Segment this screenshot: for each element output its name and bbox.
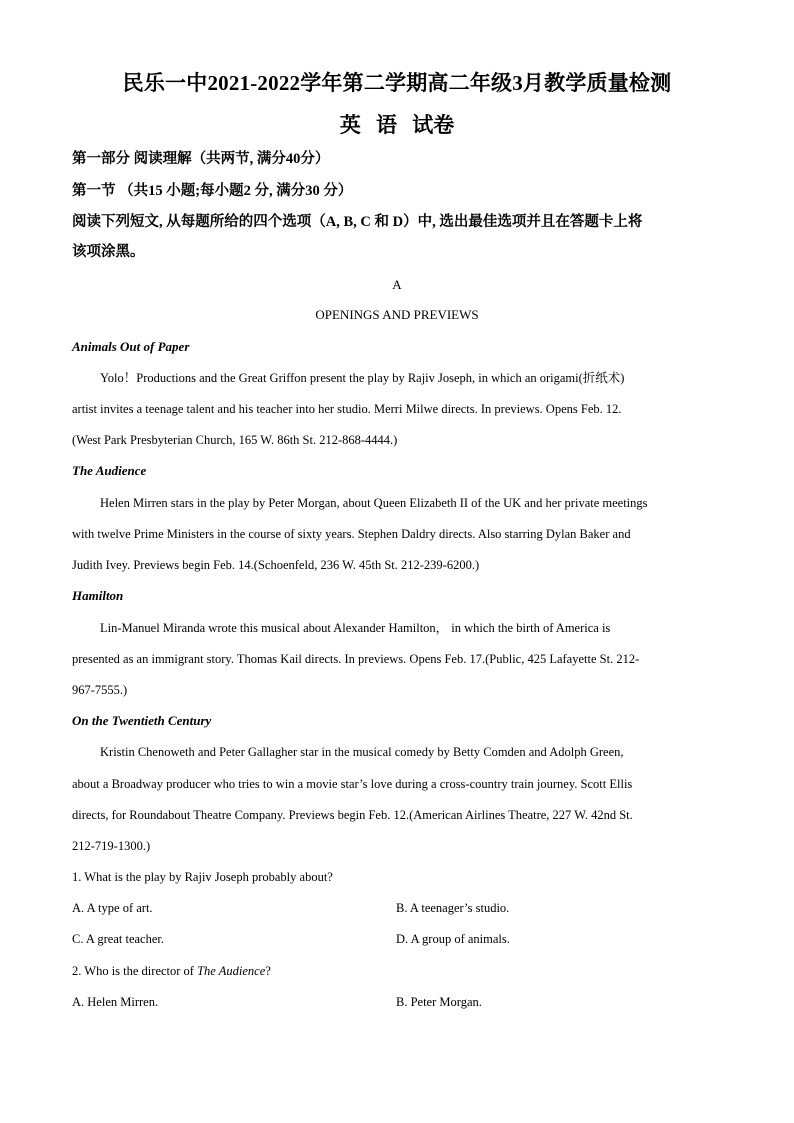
- item-text-line: Yolo！Productions and the Great Griffon present the play by Rajiv Joseph, in which an origami(折纸术): [100, 371, 625, 385]
- item-text-line: with twelve Prime Ministers in the course of sixty years. Stephen Daldry directs. Also starring Dylan Baker and: [72, 527, 631, 541]
- passage-letter: A: [392, 277, 402, 292]
- question-1-option-a: A. A type of art.: [72, 901, 153, 915]
- passage-heading: OPENINGS AND PREVIEWS: [315, 307, 479, 322]
- question-2-stem-title: The Audience: [197, 964, 266, 978]
- section-heading: 第一节 （共15 小题;每小题2 分, 满分30 分）: [72, 183, 353, 199]
- item-text-line: 967-7555.): [72, 683, 128, 697]
- item-title: On the Twentieth Century: [72, 713, 212, 728]
- item-title: Animals Out of Paper: [72, 339, 190, 354]
- item-text-line: Judith Ivey. Previews begin Feb. 14.(Schoenfeld, 236 W. 45th St. 212-239-6200.): [72, 558, 480, 572]
- item-text-line: 212-719-1300.): [72, 839, 151, 853]
- question-2-option-b: B. Peter Morgan.: [396, 995, 482, 1009]
- part-heading: 第一部分 阅读理解（共两节, 满分40分）: [72, 151, 330, 167]
- question-2-stem-text: 2. Who is the director of: [72, 964, 198, 978]
- question-1-option-b: B. A teenager’s studio.: [396, 901, 510, 915]
- item-text-line: artist invites a teenage talent and his teacher into her studio. Merri Milwe directs. In previews. Opens Feb. 12.: [72, 402, 622, 416]
- question-1-option-c: C. A great teacher.: [72, 932, 164, 946]
- item-text-line: directs, for Roundabout Theatre Company. Previews begin Feb. 12.(American Airlines Theatre, 227 W. 42nd St.: [72, 808, 633, 822]
- question-1-stem: 1. What is the play by Rajiv Joseph probably about?: [72, 870, 333, 884]
- item-text-line: (West Park Presbyterian Church, 165 W. 86th St. 212-868-4444.): [72, 433, 398, 447]
- item-text-line: Lin-Manuel Miranda wrote this musical about Alexander Hamilton， in which the birth of America is: [100, 621, 611, 635]
- item-text-line: Helen Mirren stars in the play by Peter Morgan, about Queen Elizabeth II of the UK and her private meetings: [100, 496, 648, 510]
- question-1-option-d: D. A group of animals.: [396, 932, 510, 946]
- item-text-line: about a Broadway producer who tries to win a movie star’s love during a cross-country train journey. Scott Ellis: [72, 777, 633, 791]
- item-title: Hamilton: [72, 588, 124, 603]
- exam-title: 民乐一中2021-2022学年第二学期高二年级3月教学质量检测: [122, 71, 672, 95]
- directions-line-1: 阅读下列短文, 从每题所给的四个选项（A, B, C 和 D）中, 选出最佳选项并且在答题卡上将: [72, 214, 643, 230]
- question-2-option-a: A. Helen Mirren.: [72, 995, 159, 1009]
- item-text-line: Kristin Chenoweth and Peter Gallagher star in the musical comedy by Betty Comden and Adolph Green,: [100, 745, 624, 759]
- directions-line-2: 该项涂黑。: [72, 244, 145, 260]
- item-text-line: presented as an immigrant story. Thomas Kail directs. In previews. Opens Feb. 17.(Public, 425 Lafayette St. 212-: [72, 652, 640, 666]
- question-2-stem-end: ?: [265, 964, 271, 978]
- exam-subtitle: 英 语 试卷: [339, 113, 455, 137]
- question-2-stem: [72, 961, 271, 981]
- item-title: The Audience: [72, 463, 147, 478]
